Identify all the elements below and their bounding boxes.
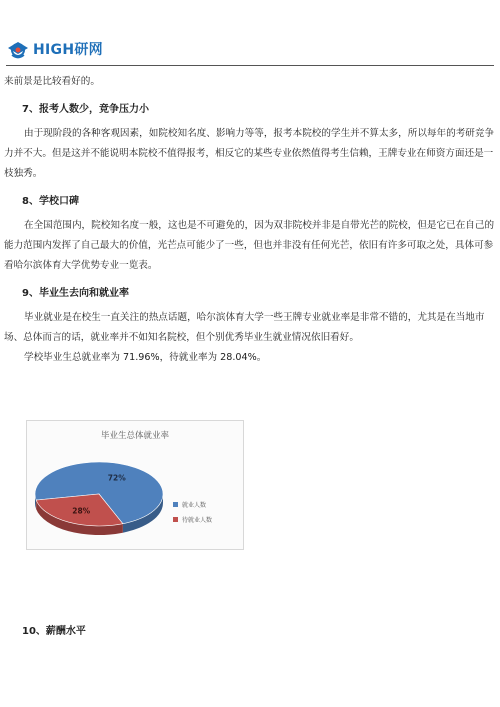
chart-title: 毕业生总体就业率 <box>100 431 169 441</box>
logo-icon <box>6 37 30 61</box>
paragraph-7: 由于现阶段的各种客观因素，如院校知名度、影响力等等，报考本院校的学生并不算太多，所以每年的考研竞争力并不大。但是这并不能说明本院校不值得报考，相反它的某些专业依然值得考生信赖，王牌专业在师资方面还是一枝独秀。 <box>4 128 495 179</box>
pie-label-pending: 28% <box>72 506 91 516</box>
heading-10: 10、薪酬水平 <box>22 626 86 637</box>
paragraph-8: 在全国范围内，院校知名度一般，这也是不可避免的，因为双非院校并非是自带光芒的院校，但是它已在自己的能力范围内发挥了自己最大的价值，光芒点可能少了一些，但也并非没有任何光芒，依旧有许多可取之处，具体可参看哈尔滨体育大学优势专业一览表。 <box>4 220 495 271</box>
heading-7: 7、报考人数少，竞争压力小 <box>22 104 149 115</box>
pie-svg <box>27 421 243 549</box>
heading-8: 8、学校口碑 <box>22 196 79 207</box>
logo-text: HIGH研网 <box>33 42 103 58</box>
page-header <box>0 0 500 66</box>
header-divider <box>6 65 494 66</box>
heading-9: 9、毕业生去向和就业率 <box>22 288 129 299</box>
paragraph-intro: 来前景是比较看好的。 <box>4 76 100 87</box>
legend-label-employed: 就业人数 <box>182 502 207 509</box>
paragraph-9a: 毕业就业是在校生一直关注的热点话题，哈尔滨体育大学一些王牌专业就业率是非常不错的，尤其是在当地市场、总体而言的话，就业率并不如知名院校，但个别优秀毕业生就业情况依旧看好。 <box>4 312 485 343</box>
document-body <box>0 72 500 368</box>
legend-swatch-pending <box>173 517 178 522</box>
legend-item-employed <box>173 497 212 512</box>
pie-label-employed: 72% <box>107 473 126 483</box>
paragraph-9b: 学校毕业生总就业率为 71.96%，待就业率为 28.04%。 <box>24 352 267 363</box>
legend-item-pending <box>173 512 212 527</box>
logo <box>6 36 103 62</box>
legend-label-pending: 待就业人数 <box>182 517 213 524</box>
employment-pie-chart <box>26 420 244 550</box>
legend-swatch-employed <box>173 502 178 507</box>
chart-legend <box>173 497 212 527</box>
